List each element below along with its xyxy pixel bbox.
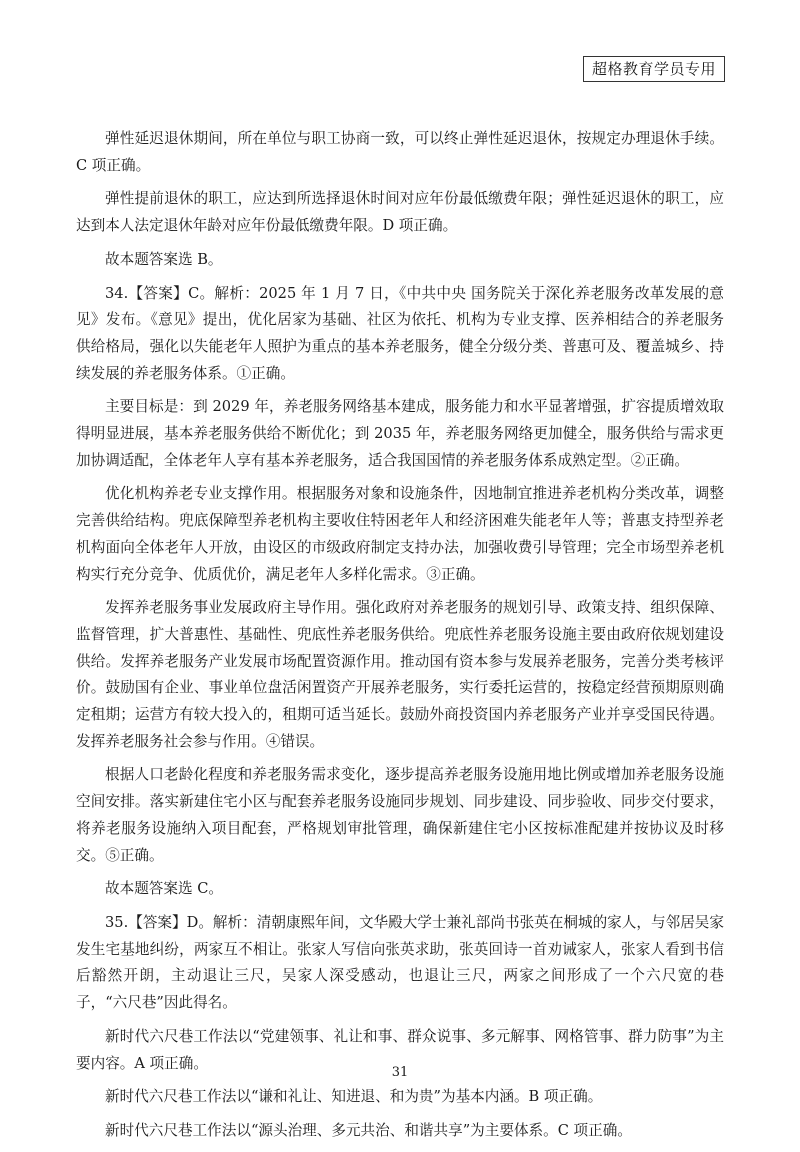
document-body [76,126,724,1152]
paragraph: 34.【答案】C。解析：2025 年 1 月 7 日，《中共中央 国务院关于深化养老服务改革发展的意见》发布。《意见》提出，优化居家为基础、社区为依托、机构为专业支撑、医养相结合的养老服务供给格局，强化以失能老年人照护为重点的基本养老服务，健全分级分类、普惠可及、覆盖城乡、持续发展的养老服务体系。①正确。 [76,284,724,382]
paragraph: 主要目标是：到 2029 年，养老服务网络基本建成，服务能力和水平显著增强，扩容提质增效取得明显进展，基本养老服务供给不断优化；到 2035 年，养老服务网络更加健全，服务供给与需求更加协调适配，全体老年人享有基本养老服务，适合我国国情的养老服务体系成熟定型。②正确。 [76,398,724,469]
paragraph: 弹性延迟退休期间，所在单位与职工协商一致，可以终止弹性延迟退休，按规定办理退休手续。C 项正确。 [76,130,724,174]
paragraph: 弹性提前退休的职工，应达到所选择退休时间对应年份最低缴费年限；弹性延迟退休的职工，应达到本人法定退休年龄对应年份最低缴费年限。D 项正确。 [76,190,724,235]
header-badge: 超格教育学员专用 [583,56,725,82]
paragraph: 发挥养老服务事业发展政府主导作用。强化政府对养老服务的规划引导、政策支持、组织保障、监督管理，扩大普惠性、基础性、兜底性养老服务供给。兜底性养老服务设施主要由政府依规划建设供给。发挥养老服务产业发展市场配置资源作用。推动国有资本参与发展养老服务，完善分类考核评价。鼓励国有企业、事业单位盘活闲置资产开展养老服务，实行委托运营的，按稳定经营预期原则确定租期；运营方有较大投入的，租期可适当延长。鼓励外商投资国内养老服务产业并享受国民待遇。发挥养老服务社会参与作用。④错误。 [76,599,724,750]
paragraph: 根据人口老龄化程度和养老服务需求变化，逐步提高养老服务设施用地比例或增加养老服务设施空间安排。落实新建住宅小区与配套养老服务设施同步规划、同步建设、同步验收、同步交付要求，将养老服务设施纳入项目配套，严格规划审批管理，确保新建住宅小区按标准配建并按协议及时移交。⑤正确。 [76,766,724,864]
paragraph: 35.【答案】D。解析：清朝康熙年间，文华殿大学士兼礼部尚书张英在桐城的家人，与邻居吴家发生宅基地纠纷，两家互不相让。张家人写信向张英求助，张英回诗一首劝诫家人，张家人看到书信后豁然开朗，主动退让三尺，吴家人深受感动，也退让三尺，两家之间形成了一个六尺宽的巷子，“六尺巷”因此得名。 [76,913,724,1012]
paragraph: 新时代六尺巷工作法以“党建领事、礼让和事、群众说事、多元解事、网格管事、群力防事”为主要内容。A 项正确。 [76,1027,724,1072]
paragraph: 优化机构养老专业支撑作用。根据服务对象和设施条件，因地制宜推进养老机构分类改革，调整完善供给结构。兜底保障型养老机构主要收住特困老年人和经济困难失能老年人等；普惠支持型养老机构面向全体老年人开放，由设区的市级政府制定支持办法，加强收费引导管理；完全市场型养老机构实行充分竞争、优质优价，满足老年人多样化需求。③正确。 [76,485,724,583]
paragraph: 新时代六尺巷工作法以“谦和礼让、知进退、和为贵”为基本内涵。B 项正确。 [105,1088,603,1106]
page-number: 31 [391,1065,409,1080]
paragraph: 故本题答案选 B。 [105,250,223,268]
paragraph: 新时代六尺巷工作法以“源头治理、多元共治、和谐共享”为主要体系。C 项正确。 [105,1121,632,1139]
paragraph: 故本题答案选 C。 [105,880,223,898]
